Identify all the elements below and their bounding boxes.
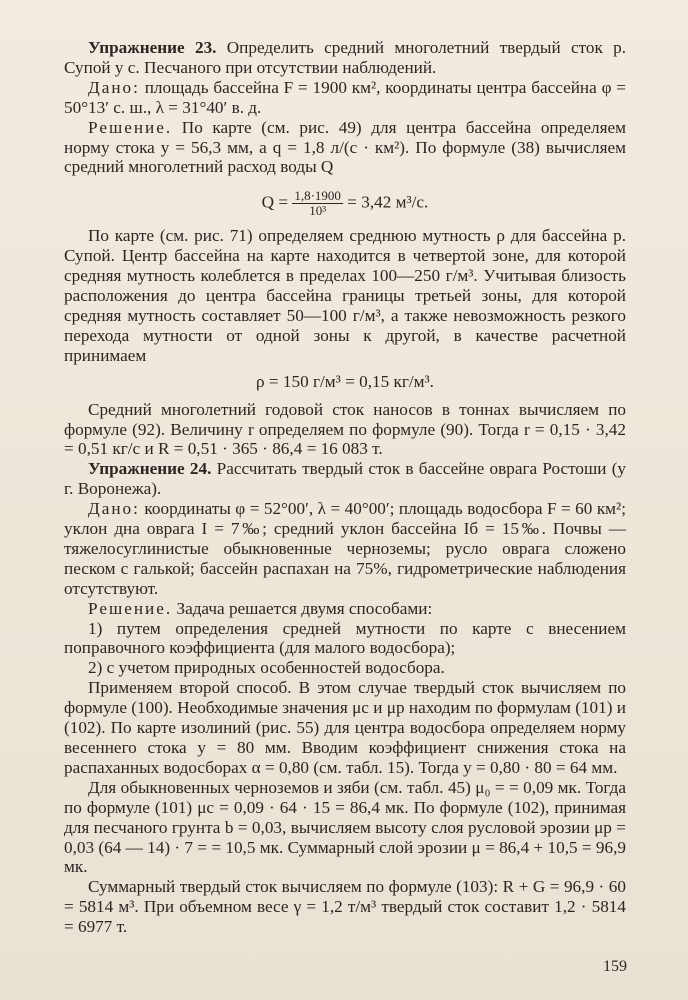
- ex24-solution-text: Задача решается двумя способами:: [172, 598, 433, 618]
- formula-turbidity: ρ = 150 г/м³ = 0,15 кг/м³.: [256, 371, 434, 391]
- formula1-numerator: 1,8·1900: [294, 188, 341, 204]
- ex23-heading-paragraph: [64, 38, 626, 78]
- page-number: 159: [603, 958, 627, 975]
- ex23-task: Определить средний многолетний твердый сток р. Супой у с. Песчаного при отсутствии наблюдений.: [64, 38, 627, 77]
- ex24-given-label: Дано:: [88, 499, 140, 519]
- ex24-method-2: 2) с учетом природных особенностей водосбора.: [88, 658, 445, 678]
- ex24-solution-label: Решение.: [88, 598, 173, 618]
- formula1-fraction: [292, 189, 343, 218]
- ex24-total-paragraph: Суммарный твердый сток вычисляем по формуле (103): R + G = 96,9 · 60 = 5814 м³. При объемном весе γ = 1,2 т/м³ твердый сток составит 1,2 · 5814 = 6977 т.: [64, 877, 626, 937]
- ex23-given: [64, 78, 626, 118]
- ex23-given-label: Дано:: [88, 77, 140, 97]
- formula1-denominator: 10³: [309, 203, 327, 219]
- page-text: [64, 38, 626, 937]
- ex23-solution-label: Решение.: [88, 117, 173, 137]
- ex24-method-paragraph: Применяем второй способ. В этом случае твердый сток вычисляем по формуле (100). Необходимые значения μс и μр находим по формулам (101) и (102). По карте изолиний (рис. 55) для центра водосбора определяем норму весеннего стока y = 80 мм. Вводим коэффициент снижения стока на распаханных водосборах α = 0,80 (см. табл. 15). Тогда y = 0,80 · 80 = 64 мм.: [64, 678, 626, 777]
- ex23-title: Упражнение 23.: [88, 38, 217, 57]
- ex24-solution: [64, 599, 626, 619]
- ex24-title: Упражнение 24.: [88, 459, 212, 479]
- ex23-solution-text: По карте (см. рис. 49) для центра бассейна определяем норму стока y = 56,3 мм, а q = 1,8 л/(с · км²). По формуле (38) вычисляем средний многолетний расход воды Q: [64, 117, 626, 177]
- ex24-heading-paragraph: [64, 459, 626, 499]
- formula1-lhs: Q =: [261, 192, 293, 212]
- ex24-task: Рассчитать твердый сток в бассейне оврага Ростоши (у г. Воронежа).: [64, 459, 627, 499]
- ex24-given-text: координаты φ = 52°00′, λ = 40°00′; площадь водосбора F = 60 км²; уклон дна оврага I = 7‰; средний уклон бассейна Iб = 15‰. Почвы — тяжелосуглинистые обыкновенные черноземы; русло оврага сложено песком с галькой; бассейн распахан на 75%, гидрометрические наблюдения отсутствуют.: [64, 499, 626, 598]
- ex23-given-text: площадь бассейна F = 1900 км², координаты центра бассейна φ = 50°13′ с. ш., λ = 31°40′ в. д.: [64, 77, 626, 117]
- formula1-rhs: = 3,42 м³/с.: [342, 192, 429, 212]
- ex24-method-1: 1) путем определения средней мутности по карте с внесением поправочного коэффициента (для малого водосбора);: [64, 618, 626, 658]
- ex24-given: [64, 499, 626, 599]
- formula-discharge: [64, 177, 626, 226]
- ex23-sediment-paragraph: Средний многолетний годовой сток наносов в тоннах вычисляем по формуле (92). Величину r определяем по формуле (90). Тогда r = 0,15 · 3,42 = 0,51 кг/с и R = 0,51 · 365 · 86,4 = 16 083 т.: [64, 399, 626, 459]
- ex23-solution: [64, 118, 626, 178]
- ex24-erosion-paragraph: Для обыкновенных черноземов и зяби (см. табл. 45) μ₀ = = 0,09 мк. Тогда по формуле (101) μс = 0,09 · 64 · 15 = 86,4 мк. По формуле (102), принимая для песчаного грунта b = 0,03, вычисляем высоту слоя русловой эрозии μр = 0,03 (64 — 14) · 7 = = 10,5 мк. Суммарный слой эрозии μ = 86,4 + 10,5 = 96,9 мк.: [64, 777, 626, 877]
- ex23-turbidity-paragraph: По карте (см. рис. 71) определяем среднюю мутность ρ для бассейна р. Супой. Центр бассейна на карте находится в четвертой зоне, для которой средняя мутность колеблется в пределах 100—250 г/м³. Учитывая близость расположения до центра бассейна границы третьей зоны, для которой средняя мутность составляет 50—100 г/м³, а также невозможность резкого перехода мутности от одной зоны к другой, в качестве расчетной принимаем: [64, 226, 626, 365]
